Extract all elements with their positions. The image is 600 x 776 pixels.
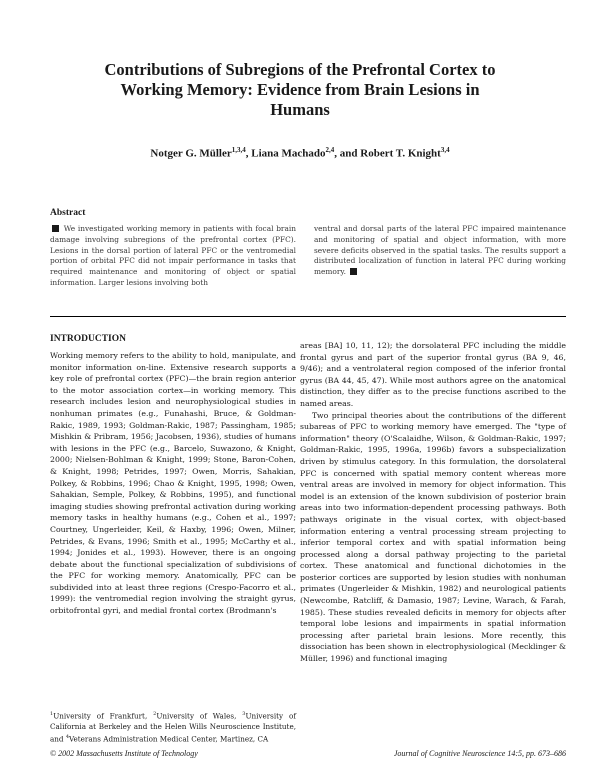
body-left-column	[50, 350, 296, 617]
footnote-mark: 2	[153, 711, 157, 717]
author-name: Liana Machado	[251, 147, 326, 160]
abstract-text: We investigated working memory in patients with focal brain damage involving subregions of the prefrontal cortex (PFC). Lesions in the dorsal portion of lateral PFC or the ventromedial portion of orbital PFC did not impair performance in tasks that required maintenance and monitoring of object or spatial information. Larger lesions involving both	[50, 224, 296, 287]
footnote-text: University of Frankfurt,	[53, 711, 154, 721]
footnote-text: Veterans Administration Medical Center, Martinez, CA	[69, 734, 269, 744]
paper-title: Contributions of Subregions of the Prefrontal Cortex to Working Memory: Evidence from Brain Lesions in Humans	[104, 60, 496, 119]
square-bullet-icon	[52, 225, 59, 232]
footnote-mark: 4	[65, 734, 69, 741]
author-name: Notger G. Müller	[150, 147, 232, 160]
affiliation-footnote	[50, 709, 296, 745]
square-end-icon	[350, 268, 357, 275]
footnote-text: University of California at Berkeley and the Helen Wills Neuroscience Institute, and	[50, 711, 296, 744]
abstract-right-column	[314, 224, 566, 278]
body-paragraph: Working memory refers to the ability to hold, manipulate, and monitor information on-line. Extensive research supports a key role of prefrontal cortex (PFC)—the brain region anterior to the motor association cortex—in working memory. This research includes lesion and neurophysiological studies in nonhuman primates (e.g., Funahashi, Bruce, & Goldman-Rakic, 1989, 1993; Goldman-Rakic, 1987; Passingham, 1985; Mishkin & Pribram, 1956; Jacobsen, 1936), studies of humans with lesions in the PFC (e.g., Barcelo, Suwazono, & Knight, 2000; Nielsen-Bohlman & Knight, 1999; Stone, Baron-Cohen, & Knight, 1998; Petrides, 1997; Owen, Morris, Sahakian, Polkey, & Robbins, 1996; Chao & Knight, 1995, 1998; Owen, Sahakian, Semple, Polkey, & Robbins, 1995), and functional imaging studies showing prefrontal activation during working memory tasks in healthy humans (e.g., Cohen et al., 1997; Courtney, Ungerleider, Keil, & Haxby, 1996; Owen, Milner, Petrides, & Evans, 1996; Smith et al., 1995; McCarthy et al., 1994; Jonides et al., 1993). However, there is an ongoing debate about the functional specialization of subdivisions of the PFC for working memory. Anatomically, PFC can be subdivided into at least three regions (Crespo-Facorro et al., 1999): the ventromedial region involving the straight gyrus, orbitofrontal gyri, and medial frontal cortex (Brodmann's	[50, 351, 296, 616]
author-list	[90, 146, 510, 160]
footnote-text: University of Wales,	[156, 711, 243, 721]
author-affiliation-mark: 1,3,4	[231, 146, 246, 154]
author-name: Robert T. Knight	[360, 147, 441, 160]
body-paragraph: areas [BA] 10, 11, 12); the dorsolateral PFC including the middle frontal gyrus and part of the superior frontal gyrus (BA 9, 46, 9/46); and a ventrolateral region composed of the inferior frontal gyrus (BA 44, 45, 47). While most authors agree on the anatomical distinction, they differ as to the precise functions ascribed to the named areas.	[300, 341, 566, 408]
journal-citation-footer: Journal of Cognitive Neuroscience 14:5, pp. 673–686	[393, 749, 566, 758]
author-separator: , and	[334, 147, 361, 160]
footnote-mark: 3	[242, 711, 246, 717]
author-affiliation-mark: 2,4	[325, 146, 335, 154]
section-divider	[50, 316, 566, 317]
body-right-column	[300, 340, 566, 665]
author-affiliation-mark: 3,4	[440, 146, 450, 154]
author-separator: ,	[245, 147, 252, 160]
introduction-heading: INTRODUCTION	[50, 334, 127, 344]
copyright-footer: © 2002 Massachusetts Institute of Technology	[50, 749, 198, 758]
abstract-left-column	[50, 224, 296, 289]
abstract-text: ventral and dorsal parts of the lateral PFC impaired maintenance and monitoring of spatial and object information, with more severe deficits observed in the spatial tasks. The results support a distributed localization of function in lateral PFC during working memory.	[314, 224, 566, 277]
body-paragraph: Two principal theories about the contributions of the different subareas of PFC to working memory have emerged. The "type of information" theory (O'Scalaidhe, Wilson, & Goldman-Rakic, 1997; Goldman-Rakic, 1995, 1996a, 1996b) favors a subspecialization driven by stimulus category. In this formulation, the dorsolateral PFC is concerned with spatial memory content whereas more ventral areas are involved in memory for object information. This model is an extension of the known subdivision of posterior brain areas into two information-dependent processing pathways. Both pathways originate in the visual cortex, with object-based information entering a ventral processing stream projecting to inferior temporal cortex and with spatial information being processed along a dorsal pathway projecting to the parietal cortex. These anatomical and functional dichotomies in the posterior cortices are supported by lesion studies with nonhuman primates (Ungerleider & Mishkin, 1982) and neurological patients (Newcombe, Ratcliff, & Damasio, 1987; Levine, Warach, & Farah, 1985). These studies revealed deficits in memory for objects after temporal lobe lesions and impairments in spatial information processing after parietal brain lesions. More recently, this dissociation has been shown in electrophysiological (Mecklinger & Müller, 1996) and functional imaging	[300, 410, 566, 664]
abstract-heading: Abstract	[50, 208, 86, 218]
footnote-mark: 1	[50, 711, 54, 717]
